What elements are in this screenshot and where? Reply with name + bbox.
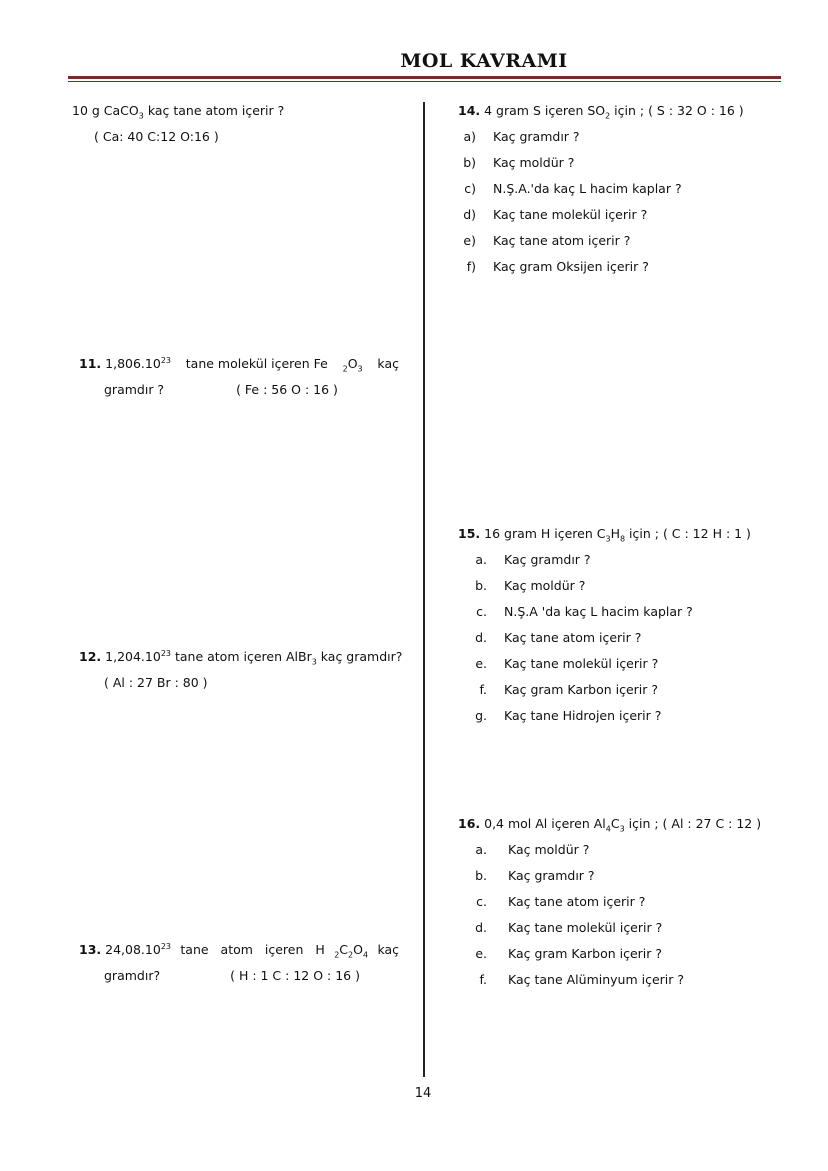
question-14	[458, 98, 744, 280]
title-rule-thick	[68, 76, 781, 79]
question-16-text: 16. 0,4 mol Al içeren $Al_4C_3$ için ; ( Al : 27 C : 12 )	[458, 816, 762, 834]
option-letter: d)	[463, 207, 476, 222]
title-rule-thin	[68, 81, 781, 82]
question-13	[79, 937, 399, 989]
option-text: Kaç tane molekül içerir ?	[493, 207, 648, 222]
option-item	[458, 651, 751, 677]
question-16	[458, 811, 761, 993]
option-letter: a)	[463, 129, 476, 144]
question-10-givens: ( Ca: 40 C:12 O:16 )	[94, 129, 219, 144]
option-item	[458, 967, 761, 993]
option-text: Kaç moldür ?	[493, 155, 575, 170]
option-text: Kaç gramdır ?	[493, 129, 580, 144]
option-item	[458, 254, 744, 280]
page-title: MOL KAVRAMI	[400, 50, 568, 72]
question-10-text: 10 g CaCO$_3$ kaç tane atom içerir ?	[72, 103, 285, 121]
option-text: Kaç tane molekül içerir ?	[508, 920, 663, 935]
question-12-givens: ( Al : 27 Br : 80 )	[104, 675, 208, 690]
option-text: Kaç gram Karbon içerir ?	[508, 946, 663, 961]
option-text: Kaç tane atom içerir ?	[493, 233, 631, 248]
option-item	[458, 547, 751, 573]
option-letter: e)	[463, 233, 476, 248]
page-number: 14	[414, 1086, 432, 1101]
question-15	[458, 521, 751, 729]
question-14-text: 14. 4 gram S içeren $SO_2$ için ; ( S : 32 O : 16 )	[458, 103, 744, 121]
option-item	[458, 889, 761, 915]
option-letter: a.	[475, 552, 487, 567]
option-item	[458, 176, 744, 202]
option-letter: d.	[475, 920, 487, 935]
option-letter: b)	[463, 155, 476, 170]
question-12-text: 12. 1,204.10$^{23}$ tane atom içeren AlBr$_3$ kaç gramdır?	[79, 648, 403, 667]
option-item	[458, 228, 744, 254]
option-text: Kaç gram Karbon içerir ?	[504, 682, 659, 697]
option-item	[458, 863, 761, 889]
option-letter: c.	[476, 604, 487, 619]
option-letter: d.	[475, 630, 487, 645]
option-text: Kaç tane atom içerir ?	[508, 894, 646, 909]
option-letter: f.	[479, 682, 487, 697]
option-text: Kaç gram Oksijen içerir ?	[493, 259, 649, 274]
option-text: N.Ş.A.'da kaç L hacim kaplar ?	[493, 181, 682, 196]
option-text: Kaç tane atom içerir ?	[504, 630, 642, 645]
option-letter: b.	[475, 578, 487, 593]
option-item	[458, 150, 744, 176]
question-11-line2: gramdır ? ( Fe : 56 O : 16 )	[104, 382, 338, 397]
question-11	[79, 351, 399, 403]
option-item	[458, 573, 751, 599]
option-item	[458, 677, 751, 703]
option-letter: f)	[466, 259, 476, 274]
question-13-text: 13. 24,08.10$^{23}$ tane atom içeren H $_2C_2O_4$ kaç	[79, 941, 399, 960]
option-text: Kaç tane Alüminyum içerir ?	[508, 972, 685, 987]
option-text: Kaç moldür ?	[508, 842, 590, 857]
option-text: Kaç gramdır ?	[508, 868, 595, 883]
option-letter: c.	[476, 894, 487, 909]
column-divider	[423, 102, 425, 1077]
question-13-line2: gramdır? ( H : 1 C : 12 O : 16 )	[104, 968, 360, 983]
option-letter: f.	[479, 972, 487, 987]
option-text: N.Ş.A 'da kaç L hacim kaplar ?	[504, 604, 693, 619]
option-item	[458, 202, 744, 228]
question-11-text: 11. 1,806.10$^{23}$ tane molekül içeren Fe $_2O_3$ kaç	[79, 355, 399, 374]
option-text: Kaç gramdır ?	[504, 552, 591, 567]
option-letter: a.	[475, 842, 487, 857]
option-letter: e.	[475, 946, 487, 961]
option-item	[458, 625, 751, 651]
option-letter: g.	[475, 708, 487, 723]
option-text: Kaç tane molekül içerir ?	[504, 656, 659, 671]
option-text: Kaç tane Hidrojen içerir ?	[504, 708, 662, 723]
option-item	[458, 837, 761, 863]
option-letter: e.	[475, 656, 487, 671]
option-letter: b.	[475, 868, 487, 883]
question-10	[72, 98, 284, 150]
option-item	[458, 941, 761, 967]
question-15-text: 15. 16 gram H içeren $C_3H_8$ için ; ( C : 12 H : 1 )	[458, 526, 751, 544]
option-item	[458, 599, 751, 625]
question-12	[79, 644, 402, 696]
option-item	[458, 915, 761, 941]
option-letter: c)	[464, 181, 476, 196]
option-item	[458, 124, 744, 150]
option-item	[458, 703, 751, 729]
option-text: Kaç moldür ?	[504, 578, 586, 593]
